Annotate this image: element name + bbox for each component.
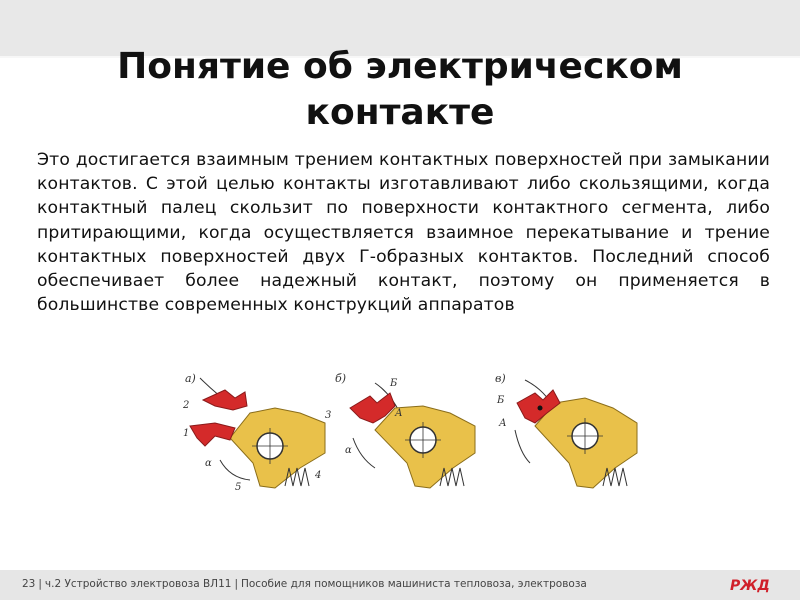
slide-title: Понятие об электрическом контакте <box>117 46 683 133</box>
panel-c-callout-a: А <box>499 418 507 429</box>
panel-b-callout-b: Б <box>390 378 398 389</box>
page-number: 23 <box>22 578 36 590</box>
rzd-logo-text: РЖД <box>730 578 770 594</box>
rzd-logo <box>728 575 772 595</box>
footer-chapter: ч.2 Устройство электровоза ВЛ11 <box>44 578 232 590</box>
panel-c <box>495 372 637 488</box>
footer-separator: | <box>38 578 42 590</box>
panel-a-label: а) <box>185 372 196 385</box>
panel-a-callout-5: 5 <box>235 482 242 493</box>
panel-a <box>182 372 331 493</box>
panel-c-label: в) <box>495 372 506 385</box>
panel-b-callout-a: А <box>395 408 403 419</box>
panel-c-callout-b: Б <box>497 395 505 406</box>
panel-a-callout-2: 2 <box>183 400 190 411</box>
panel-b <box>335 372 475 488</box>
panel-a-callout-3: 3 <box>325 410 332 421</box>
panel-b-label: б) <box>335 372 347 385</box>
footer-text <box>22 578 587 590</box>
footer-manual: Пособие для помощников машиниста тепловоза, электровоза <box>240 578 587 590</box>
panel-a-callout-4: 4 <box>315 470 322 481</box>
panel-a-callout-1: 1 <box>183 428 190 439</box>
footer-separator: | <box>234 578 238 590</box>
contact-diagram <box>175 368 655 498</box>
panel-a-callout-alpha: α <box>205 458 212 469</box>
panel-b-callout-alpha: α <box>345 445 352 456</box>
panel-a-contact-lower <box>190 423 235 446</box>
slide-body-text: Это достигается взаимным трением контактных поверхностей при замыкании контактов. С этой целью контакты изготавливают либо скользящими, когда контактный палец скользит по поверхности контактного сегмента, либо притирающими, когда осуществляется взаимное перекатывание и трение контактных поверхностей двух Г-образных контактов. Последний способ обеспечивает более надежный контакт, поэтому он применяется в большинстве современных конструкций аппаратов <box>37 150 770 316</box>
footer-bar <box>0 570 800 600</box>
panel-a-contact-upper <box>203 390 247 410</box>
